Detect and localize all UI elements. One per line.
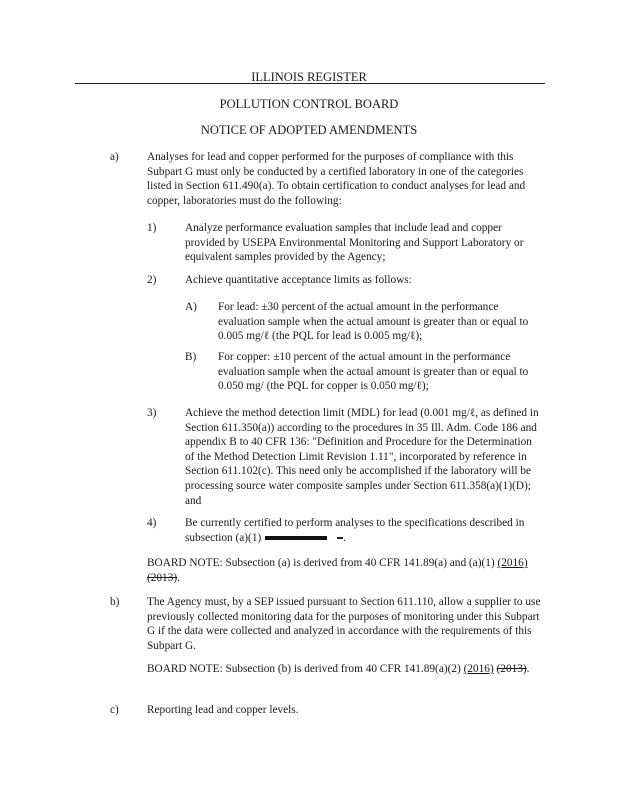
- item-1-text: Analyze performance evaluation samples that include lead and copper provided by USEPA Environmental Monitoring and Support Laboratory or equivalent samples provided by the Agency;: [185, 222, 524, 264]
- subsection-b-text: The Agency must, by a SEP issued pursuant to Section 611.110, allow a supplier to use previously collected monitoring data for the purposes of monitoring under this Subpart G if the data were collected and analyzed in accordance with the requirements of this Subpart G.: [147, 596, 541, 652]
- subsection-c-text: Reporting lead and copper levels.: [147, 704, 299, 716]
- subsection-a-label: a): [110, 151, 119, 163]
- subsection-a-text: Analyses for lead and copper performed for the purposes of compliance with this Subpart G must only be conducted by a certified laboratory in one of the categories listed in Section 611.490(a). To obtain certification to conduct analyses for lead and copper, laboratories must do the following:: [147, 151, 526, 207]
- item-4-text: Be currently certified to perform analyses to the specifications described in subsection (a)(1): [185, 517, 525, 544]
- item-3-text: Achieve the method detection limit (MDL) for lead (0.001 mg/ℓ, as defined in Section 611.350(a)) according to the procedures in 35 Ill. Adm. Code 186 and appendix B to 40 CFR 136: "Definition and Procedure for the Determination of the Method Detection Limit Revision 1.11", incorporated by reference in Section 611.102(c). This need only be accomplished if the laboratory will be processing source water composite samples under Section 611.358(a)(1)(D); and: [185, 407, 539, 507]
- item-B-label: B): [185, 351, 197, 363]
- item-B-text: For copper: ±10 percent of the actual amount in the performance evaluation sample when the actual amount is greater than or equal to 0.050 mg/ (the PQL for copper is 0.050 mg/ℓ);: [218, 351, 529, 393]
- board-note-a-deleted: (2013): [147, 571, 178, 584]
- board-note-a-added: (2016): [497, 557, 528, 569]
- item-4-paragraph: [185, 516, 540, 545]
- board-title: POLLUTION CONTROL BOARD: [219, 97, 399, 111]
- item-1-label: 1): [147, 222, 157, 234]
- register-title: ILLINOIS REGISTER: [251, 70, 367, 84]
- board-note-a-text: BOARD NOTE: Subsection (a) is derived from 40 CFR 141.89(a) and (a)(1): [147, 557, 495, 569]
- subsection-b-label: b): [110, 596, 120, 608]
- board-note-b-added: (2016): [463, 663, 494, 675]
- item-2-label: 2): [147, 274, 157, 286]
- board-note-b-text: BOARD NOTE: Subsection (b) is derived from 40 CFR 141.89(a)(2): [147, 663, 461, 675]
- board-note-b-deleted: (2013): [496, 663, 527, 675]
- item-2-text: Achieve quantitative acceptance limits as follows:: [185, 274, 412, 286]
- notice-title: NOTICE OF ADOPTED AMENDMENTS: [200, 123, 418, 137]
- item-3-label: 3): [147, 407, 157, 419]
- redaction-mark: [265, 536, 327, 540]
- item-A-text: For lead: ±30 percent of the actual amount in the performance evaluation sample when the actual amount is greater than or equal to 0.005 mg/ℓ (the PQL for lead is 0.005 mg/ℓ);: [218, 301, 529, 343]
- item-4-label: 4): [147, 517, 157, 529]
- item-4-end: .: [343, 531, 347, 544]
- board-note-b-end: .: [526, 663, 530, 675]
- subsection-c-label: c): [110, 704, 119, 716]
- item-A-label: A): [185, 301, 197, 313]
- board-note-a-end: .: [177, 571, 180, 584]
- board-note-b: [147, 662, 545, 677]
- board-note-a: [147, 556, 542, 585]
